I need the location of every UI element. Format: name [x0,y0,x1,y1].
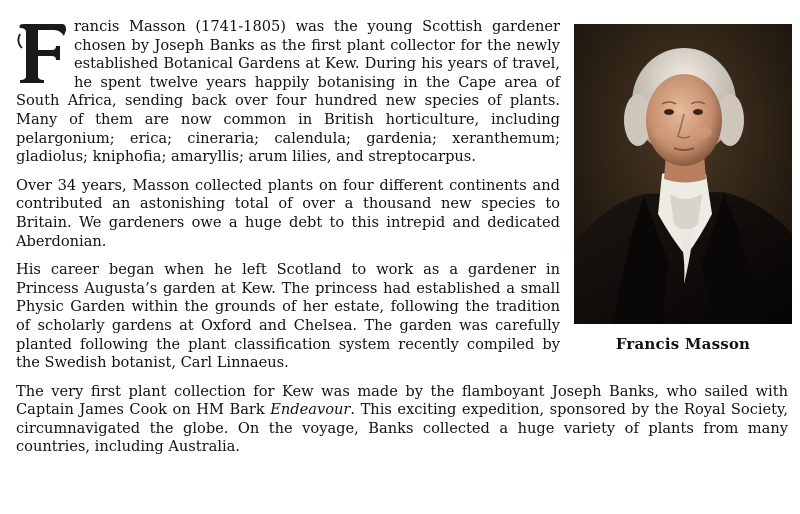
portrait-figure [574,24,792,354]
portrait-image [574,24,792,324]
paragraph-first-collection [16,383,788,457]
paragraph-intro-text: rancis Masson (1741-1805) was the young Scottish gardener chosen by Joseph Banks as the first plant collector for the newly established Botanical Gardens at Kew. During his years of travel, he spent twelve years happily botanising in the Cape area of South Africa, sending back over four hundred new species of plants. Many of them are now common in British horticulture, including pelargonium; erica; cineraria; calendula; gardenia; xeranthemum; gladiolus; kniphofia; amaryllis; arum lilies, and streptocarpus. [16,18,560,166]
paragraph-continents: Over 34 years, Masson collected plants on four different continents and contributed an astonishing total of over a thousand new species to Britain. We gardeners owe a huge debt to this intrepid and dedicated Aberdonian. [16,176,560,250]
dropcap [16,20,68,86]
p4-text-after: . This exciting expedition, sponsored by the Royal Society, circumnavigated the globe. On the voyage, Banks collected a huge variety of plants from many countries, including Australia. [16,401,788,456]
portrait-caption: Francis Masson [615,335,751,353]
ship-name: Endeavour [270,401,351,419]
paragraph-career: His career began when he left Scotland to work as a gardener in Princess Augusta’s garden at Kew. The princess had established a small Physic Garden within the grounds of her estate, following the tradition of scholarly gardens at Oxford and Chelsea. The garden was carefully planted following the plant classification system recently compiled by the Swedish botanist, Carl Linnaeus. [16,261,560,372]
p4-text-before: The very first plant collection for Kew was made by the flamboyant Joseph Banks, who sailed with Captain James Cook on HM Bark [16,382,788,419]
dropcap-ornament-icon [16,20,68,86]
article [16,18,788,467]
